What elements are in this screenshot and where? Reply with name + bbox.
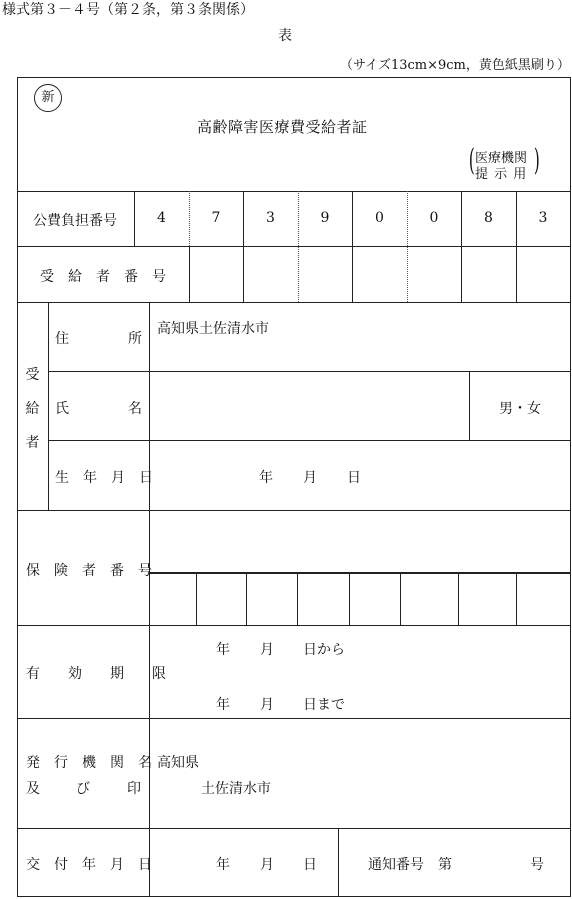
recipient-group-char: 者 (25, 435, 40, 451)
recipient-group-char: 受 (25, 367, 40, 383)
validity-from-day: 日から (303, 642, 345, 658)
payer-digit: 3 (266, 210, 275, 226)
insurer-number-label: 保 険 者 番 号 (26, 563, 152, 579)
payer-digit: 9 (320, 210, 330, 226)
notice-number-suffix: 号 (530, 857, 544, 873)
recipient-group-label (17, 358, 48, 460)
notice-number-label: 通知番号 第 (368, 857, 452, 873)
payer-digit: 4 (157, 210, 166, 226)
payer-digit: 7 (211, 210, 221, 226)
issue-month: 月 (260, 857, 274, 873)
payer-number-label: 公費負担番号 (33, 213, 117, 229)
name-label-1: 氏 (55, 401, 69, 417)
issue-date-label: 交 付 年 月 日 (26, 857, 152, 873)
address-value[interactable]: 高知県土佐清水市 (157, 321, 269, 337)
sex-value[interactable]: 男・女 (499, 401, 541, 417)
side-label: 表 (278, 28, 292, 44)
issuer-prefecture: 高知県 (157, 755, 199, 771)
presentation-line2: 提 示 用 (475, 167, 528, 182)
recipient-group-char: 給 (25, 401, 40, 417)
issue-year: 年 (216, 857, 230, 873)
recipient-number-cells[interactable] (189, 247, 570, 302)
payer-digit: 0 (429, 210, 439, 226)
validity-from-year: 年 (216, 642, 230, 658)
name-label-2: 名 (128, 401, 142, 417)
issuer-label-seal-2: び (76, 781, 90, 797)
card-title: 高齢障害医療費受給者証 (197, 118, 368, 136)
presentation-line1: 医療機関 (475, 151, 528, 166)
payer-digit: 3 (538, 210, 548, 226)
insurer-number-cells[interactable] (150, 574, 570, 625)
form-number: 様式第３－４号（第２条，第３条関係） (2, 2, 254, 18)
validity-to-month: 月 (260, 697, 274, 713)
issuer-label-line1: 発 行 機 関 名 (26, 755, 152, 771)
new-mark: 新 (34, 84, 62, 112)
address-label-2: 所 (128, 331, 142, 347)
size-note: （サイズ13cm×9cm，黄色紙黒刷り） (340, 58, 570, 73)
issuer-label-seal-3: 印 (127, 781, 141, 797)
validity-to-year: 年 (216, 697, 230, 713)
payer-digit: 0 (375, 210, 384, 226)
issuer-label-seal-1: 及 (26, 781, 40, 797)
payer-digit: 8 (484, 210, 493, 226)
issuer-city: 土佐清水市 (201, 781, 271, 797)
recipient-number-label: 受 給 者 番 号 (40, 269, 166, 285)
validity-to-day: 日まで (303, 697, 345, 713)
address-label-1: 住 (55, 331, 69, 347)
birth-label: 生 年 月 日 (55, 470, 153, 486)
birth-day: 日 (347, 470, 361, 486)
name-field[interactable] (150, 372, 469, 440)
birth-year: 年 (259, 470, 273, 486)
issue-day: 日 (303, 857, 317, 873)
birth-month: 月 (303, 470, 317, 486)
validity-from-month: 月 (260, 642, 274, 658)
validity-label: 有 効 期 限 (26, 666, 166, 682)
